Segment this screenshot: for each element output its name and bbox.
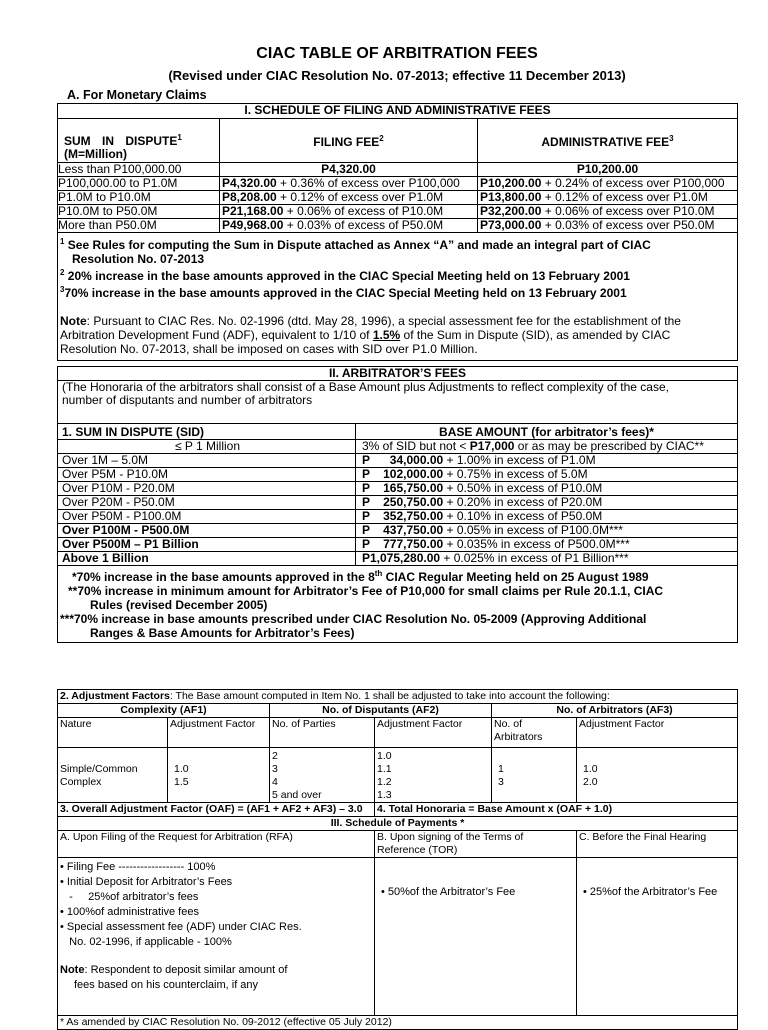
col-sum-header: SUM IN DISPUTE$^1$ (M=Million)	[58, 119, 220, 163]
arbitrators-values: 1 3	[492, 748, 577, 803]
payment-col-c: • 25%of the Arbitrator’s Fee	[577, 858, 738, 1016]
schedule1-heading: I. SCHEDULE OF FILING AND ADMINISTRATIVE FEES	[58, 104, 738, 119]
filing-fee-cell: P4,320.00 + 0.36% of excess over P100,000	[220, 177, 478, 191]
base-amount-cell: P 777,750.00 + 0.035% in excess of P500.0M***	[356, 538, 738, 552]
oaf-formula: 3. Overall Adjustment Factor (OAF) = (AF1 + AF2 + AF3) – 3.0	[58, 803, 375, 817]
filing-fee-row	[58, 163, 738, 177]
sid-range-cell: Over P20M - P50.0M	[58, 496, 356, 510]
sid-range-cell: Over P100M - P500.0M	[58, 524, 356, 538]
sum-in-dispute-cell: More than P50.0M	[58, 219, 220, 233]
admin-fee-cell: P32,200.00 + 0.06% of excess over P10.0M	[478, 205, 738, 219]
filing-fee-cell: P49,968.00 + 0.03% of excess of P50.0M	[220, 219, 478, 233]
base-amount-row	[58, 496, 738, 510]
col-sid-header: 1. SUM IN DISPUTE (SID)	[58, 424, 356, 440]
schedule2-intro: (The Honoraria of the arbitrators shall consist of a Base Amount plus Adjustments to reflect complexity of the case, number of disputants and number of arbitrators	[58, 381, 738, 424]
arbitrators-header: No. of Arbitrators	[492, 718, 577, 748]
sid-range-cell: Over P50M - P100.0M	[58, 510, 356, 524]
sid-range-cell: Over P10M - P20.0M	[58, 482, 356, 496]
af2-factor-header: Adjustment Factor	[375, 718, 492, 748]
schedule2-heading: II. ARBITRATOR’S FEES	[58, 367, 738, 381]
schedule2-footnotes: *70% increase in the base amounts approved in the 8th CIAC Regular Meeting held on 25 August 1989 **70% increase in minimum amount for Arbitrator’s Fee of P10,000 for small claims per Rule 20.1.1, CIAC Rules (revised December 2005) ***70% increase in base amounts prescribed under CIAC Resolution No. 05-2009 (Approving Additional Ranges & Base Amounts for Arbitrator’s Fees)	[58, 566, 738, 643]
sid-range-cell: Over P500M – P1 Billion	[58, 538, 356, 552]
payment-col-a-header: A. Upon Filing of the Request for Arbitration (RFA)	[58, 831, 375, 858]
filing-fee-cell: P4,320.00	[220, 163, 478, 177]
filing-fee-row	[58, 177, 738, 191]
filing-fee-row	[58, 219, 738, 233]
admin-fee-cell: P10,200.00 + 0.24% of excess over P100,000	[478, 177, 738, 191]
base-amount-row	[58, 454, 738, 468]
document-title: CIAC TABLE OF ARBITRATION FEES	[256, 45, 538, 62]
total-honoraria-formula: 4. Total Honoraria = Base Amount x (OAF + 1.0)	[375, 803, 738, 817]
col-filing-header: FILING FEE$^2$	[220, 119, 478, 163]
filing-fee-row	[58, 205, 738, 219]
filing-fee-cell: P8,208.00 + 0.12% of excess over P1.0M	[220, 191, 478, 205]
complexity-factor: 1.0 1.5	[168, 748, 270, 803]
payments-footer: * As amended by CIAC Resolution No. 09-2012 (effective 05 July 2012)	[58, 1016, 738, 1030]
col-admin-header: ADMINISTRATIVE FEE$^3$	[478, 119, 738, 163]
sid-range-cell: Over P5M - P10.0M	[58, 468, 356, 482]
payment-col-b-header: B. Upon signing of the Terms of Reference (TOR)	[375, 831, 577, 858]
filing-fees-table	[57, 103, 738, 361]
complexity-nature: Simple/Common Complex	[58, 748, 168, 803]
payment-col-b: • 50%of the Arbitrator’s Fee	[375, 858, 577, 1016]
base-amount-row	[58, 468, 738, 482]
base-amount-cell: P 250,750.00 + 0.20% in excess of P20.0M	[356, 496, 738, 510]
base-amount-row	[58, 552, 738, 566]
parties-header: No. of Parties	[270, 718, 375, 748]
base-amount-cell: P1,075,280.00 + 0.025% in excess of P1 Billion***	[356, 552, 738, 566]
col-base-header: BASE AMOUNT (for arbitrator’s fees)*	[356, 424, 738, 440]
base-amount-row	[58, 524, 738, 538]
base-amount-row	[58, 482, 738, 496]
base-amount-cell: P 34,000.00 + 1.00% in excess of P1.0M	[356, 454, 738, 468]
arbitrator-fees-table	[57, 366, 738, 643]
base-amount-cell: P 437,750.00 + 0.05% in excess of P100.0M***	[356, 524, 738, 538]
sum-in-dispute-cell: Less than P100,000.00	[58, 163, 220, 177]
af1-factor-header: Adjustment Factor	[168, 718, 270, 748]
arbitrator-factor-values: 1.0 2.0	[577, 748, 738, 803]
filing-fee-cell: P21,168.00 + 0.06% of excess of P10.0M	[220, 205, 478, 219]
filing-fee-row	[58, 191, 738, 205]
base-amount-row	[58, 538, 738, 552]
af3-factor-header: Adjustment Factor	[577, 718, 738, 748]
base-amount-row	[58, 510, 738, 524]
payment-col-c-header: C. Before the Final Hearing	[577, 831, 738, 858]
base-amount-row	[58, 440, 738, 454]
schedule1-footnotes: $^1$ See Rules for computing the Sum in Dispute attached as Annex “A” and made an integral part of CIAC Resolution No. 07-2013 $^2$ 20% increase in the base amounts approved in the CIAC Special Meeting held on 13 February 2001 $^3$70% increase in the base amounts approved in the CIAC Special Meeting held on 13 February 2001 Note: Pursuant to CIAC Res. No. 02-1996 (dtd. May 28, 1996), a special assessment fee for the establishment of the Arbitration Development Fund (ADF), equivalent to 1/10 of 1.5% of the Sum in Dispute (SID), as amended by CIAC Resolution No. 07-2013, shall be imposed on cases with SID over P1.0 Million.	[58, 233, 738, 361]
sum-in-dispute-cell: P1.0M to P10.0M	[58, 191, 220, 205]
sid-range-cell: ≤ P 1 Million	[58, 440, 356, 454]
section-a-heading: A. For Monetary Claims	[67, 88, 207, 102]
base-amount-cell: P 102,000.00 + 0.75% in excess of 5.0M	[356, 468, 738, 482]
sid-range-cell: Above 1 Billion	[58, 552, 356, 566]
adjustment-table	[57, 689, 738, 1030]
parties-values: 2 3 4 5 and over	[270, 748, 375, 803]
af3-header: No. of Arbitrators (AF3)	[492, 704, 738, 718]
payment-col-a: • Filing Fee ------------------ 100% • Initial Deposit for Arbitrator’s Fees - 25%of arbitrator’s fees • 100%of administrative fees • Special assessment fee (ADF) under CIAC Res. No. 02-1996, if applicable - 100% Note: Respondent to deposit similar amount of fees based on his counterclaim, if any	[58, 858, 375, 1016]
admin-fee-cell: P10,200.00	[478, 163, 738, 177]
af2-header: No. of Disputants (AF2)	[270, 704, 492, 718]
af1-header: Complexity (AF1)	[58, 704, 270, 718]
nature-header: Nature	[58, 718, 168, 748]
sum-in-dispute-cell: P10.0M to P50.0M	[58, 205, 220, 219]
adjustment-heading: 2. Adjustment Factors: The Base amount computed in Item No. 1 shall be adjusted to take into account the following:	[58, 690, 738, 704]
document-subtitle: (Revised under CIAC Resolution No. 07-2013; effective 11 December 2013)	[168, 68, 626, 83]
sum-in-dispute-cell: P100,000.00 to P1.0M	[58, 177, 220, 191]
base-amount-cell: P 352,750.00 + 0.10% in excess of P50.0M	[356, 510, 738, 524]
base-amount-cell: 3% of SID but not < P17,000 or as may be prescribed by CIAC**	[356, 440, 738, 454]
base-amount-cell: P 165,750.00 + 0.50% in excess of P10.0M	[356, 482, 738, 496]
disputant-factor-values: 1.0 1.1 1.2 1.3	[375, 748, 492, 803]
payments-heading: III. Schedule of Payments *	[58, 817, 738, 831]
admin-fee-cell: P73,000.00 + 0.03% of excess over P50.0M	[478, 219, 738, 233]
admin-fee-cell: P13,800.00 + 0.12% of excess over P1.0M	[478, 191, 738, 205]
sid-range-cell: Over 1M – 5.0M	[58, 454, 356, 468]
